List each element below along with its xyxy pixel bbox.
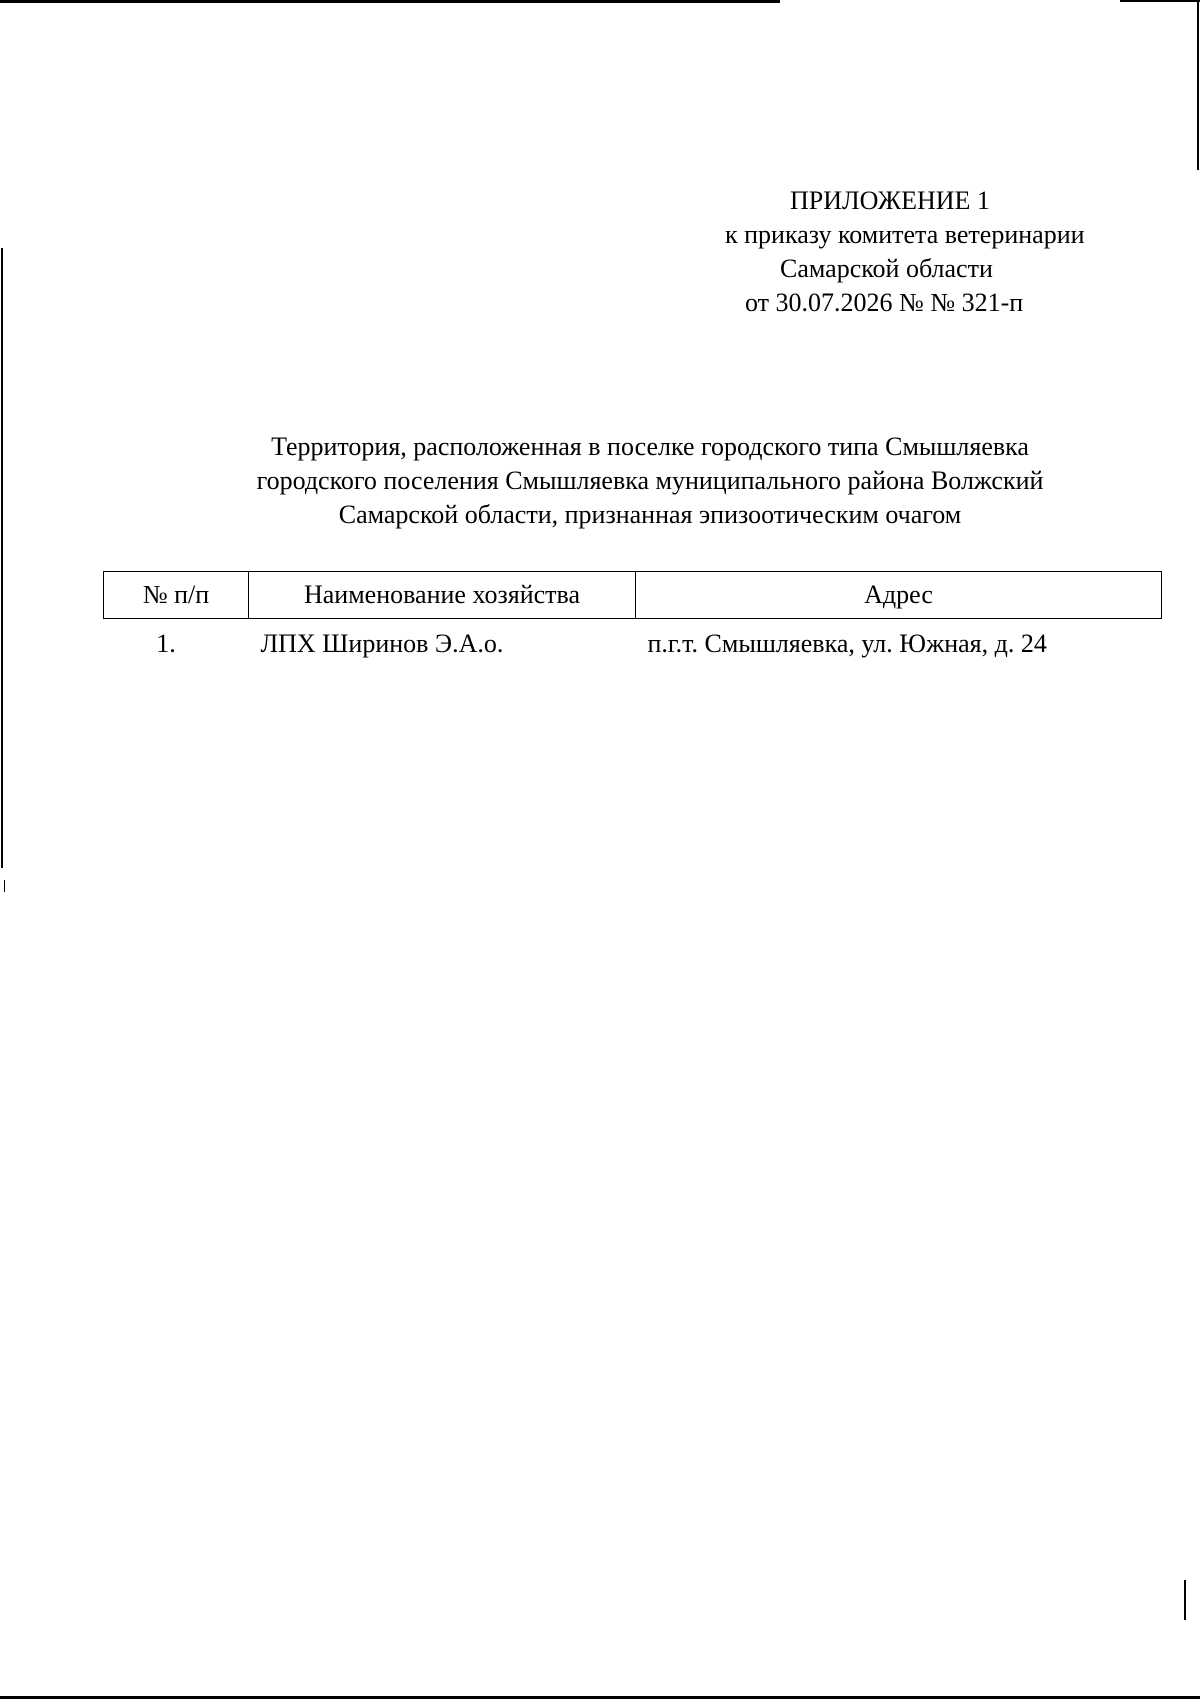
cell-address: п.г.т. Смышляевка, ул. Южная, д. 24 <box>647 629 1047 658</box>
scan-border-bottom-right <box>1184 1580 1186 1620</box>
appendix-date-number: от 30.07.2026 № № 321-п <box>745 288 1024 317</box>
appendix-order-line: к приказу комитета ветеринарии <box>725 220 1085 249</box>
header-address: Адрес <box>636 572 1162 619</box>
appendix-header <box>690 184 1150 320</box>
scan-border-left-mark <box>4 880 5 892</box>
heading-line-3: Самарской области, признанная эпизоотическим очагом <box>338 500 962 529</box>
scan-border-right <box>1197 0 1199 170</box>
scan-border-top-right <box>1120 0 1200 2</box>
header-number: № п/п <box>104 572 249 619</box>
scan-border-top <box>0 0 780 3</box>
territory-table <box>103 571 1162 669</box>
header-farm-name: Наименование хозяйства <box>249 572 636 619</box>
territory-table-wrap <box>103 571 1162 669</box>
document-heading <box>100 430 1200 532</box>
heading-line-2: городского поселения Смышляевка муниципального района Волжский <box>256 466 1044 495</box>
scan-border-bottom <box>0 1696 1200 1699</box>
table-header-row <box>104 572 1162 619</box>
cell-farm-name: ЛПХ Ширинов Э.А.о. <box>260 629 504 658</box>
appendix-title: ПРИЛОЖЕНИЕ 1 <box>790 186 990 215</box>
cell-number: 1. <box>156 629 176 658</box>
appendix-region-line: Самарской области <box>780 254 993 283</box>
table-row <box>104 619 1162 670</box>
heading-line-1: Территория, расположенная в поселке городского типа Смышляевка <box>271 432 1029 461</box>
scan-border-left <box>1 248 3 868</box>
